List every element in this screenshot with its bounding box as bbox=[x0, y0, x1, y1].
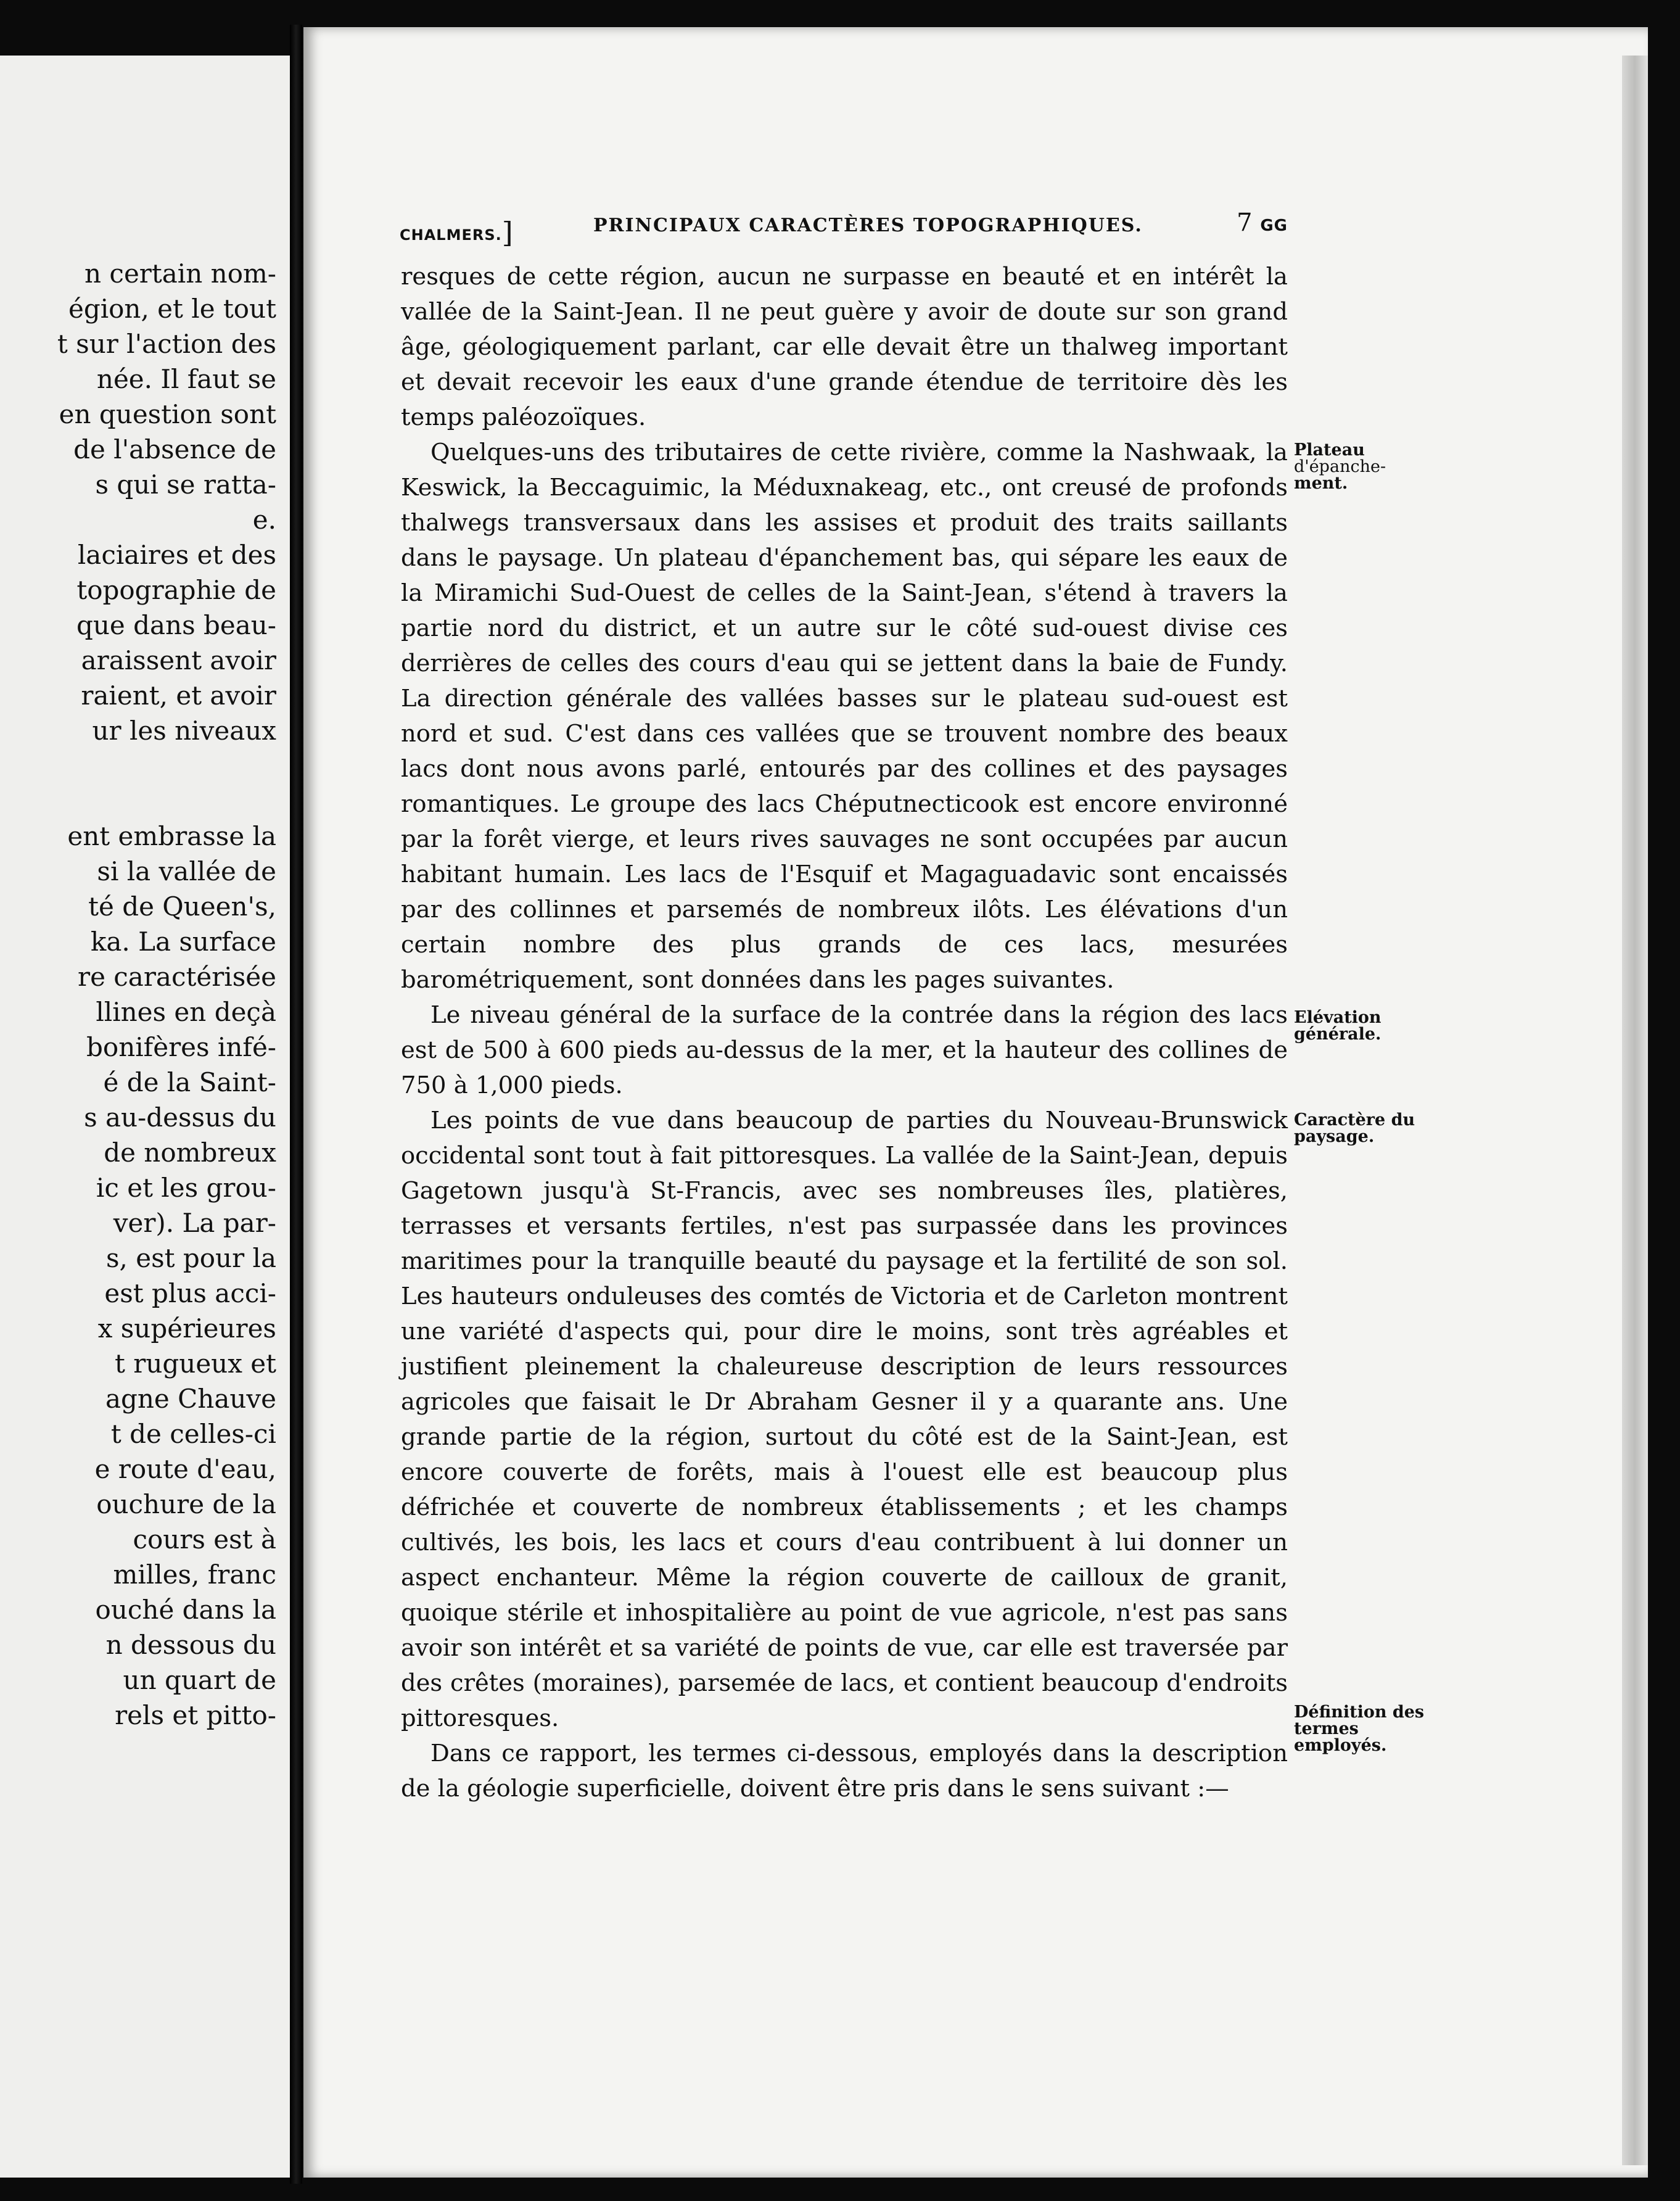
facing-page-line: que dans beau- bbox=[76, 610, 276, 640]
facing-page-line: milles, franc bbox=[113, 1559, 276, 1590]
facing-page-line: laciaires et des bbox=[77, 540, 276, 570]
facing-page-line: x supérieures bbox=[97, 1313, 276, 1344]
facing-page-line: s qui se ratta- bbox=[95, 469, 276, 500]
facing-page-line: bonifères infé- bbox=[86, 1032, 276, 1062]
facing-page-line: re caractérisée bbox=[78, 962, 276, 992]
side-note-elevation: Elévation générale. bbox=[1294, 1008, 1381, 1044]
page-number: 7 GG bbox=[1237, 209, 1288, 237]
running-head-author: CHALMERS.] bbox=[400, 216, 514, 249]
book-gutter bbox=[290, 25, 302, 2184]
facing-page-line: rels et pitto- bbox=[115, 1700, 276, 1730]
facing-page-line: agne Chauve bbox=[105, 1384, 276, 1414]
facing-page bbox=[0, 56, 290, 2178]
facing-page-line: t rugueux et bbox=[115, 1348, 276, 1379]
facing-page-line: ic et les grou- bbox=[96, 1173, 276, 1203]
facing-page-line: si la vallée de bbox=[97, 856, 276, 886]
facing-page-line: ur les niveaux bbox=[92, 716, 276, 746]
running-head bbox=[400, 209, 1288, 249]
facing-page-line: e route d'eau, bbox=[94, 1454, 276, 1484]
facing-page-line: raient, et avoir bbox=[81, 680, 276, 711]
side-note-paysage: Caractère du paysage. bbox=[1294, 1110, 1415, 1146]
facing-page-line: ver). La par- bbox=[113, 1208, 276, 1238]
page-edge bbox=[1622, 56, 1648, 2165]
facing-page-line: est plus acci- bbox=[104, 1278, 276, 1308]
facing-page-line: ouché dans la bbox=[95, 1595, 276, 1625]
facing-page-line: e. bbox=[252, 505, 276, 535]
body-text bbox=[401, 259, 1288, 1806]
side-note-definition: Définition des termes employés. bbox=[1294, 1703, 1425, 1755]
facing-page-line: de l'absence de bbox=[73, 434, 276, 465]
facing-page-line: n dessous du bbox=[105, 1630, 276, 1660]
facing-page-line: n certain nom- bbox=[84, 258, 276, 289]
facing-page-line: née. Il faut se bbox=[96, 364, 276, 394]
facing-page-line: t sur l'action des bbox=[57, 329, 276, 359]
facing-page-line: é de la Saint- bbox=[103, 1067, 276, 1097]
facing-page-line: ouchure de la bbox=[96, 1489, 276, 1519]
side-note-plateau: Plateau d'épanche- ment. bbox=[1294, 440, 1386, 493]
facing-page-line: té de Queen's, bbox=[88, 891, 276, 922]
facing-page-line: t de celles-ci bbox=[110, 1419, 276, 1449]
facing-page-line: s, est pour la bbox=[105, 1243, 276, 1273]
paragraph-2: Quelques-uns des tributaires de cette rivière, comme la Nashwaak, la Keswick, la Beccaguimic, la Méduxnakeag, etc., ont creusé de profonds thalwegs transversaux dans les assises et produit des traits saillants dans le paysage. Un plateau d'épanchement bas, qui sépare les eaux de la Miramichi Sud-Ouest de celles de la Saint-Jean, s'étend à travers la partie nord du district, et un autre sur le côté sud-ouest divise ces derrières de celles des cours d'eau qui se jettent dans la baie de Fundy. La direction générale des vallées basses sur le plateau sud-ouest est nord et sud. C'est dans ces vallées que se trouvent nombre des beaux lacs dont nous avons parlé, entourés par des collines et des paysages romantiques. Le groupe des lacs Chéputnecticook est encore environné par la forêt vierge, et leurs rives sauvages ne sont occupées par aucun habitant humain. Les lacs de l'Esquif et Magaguadavic sont encaissés par des collinnes et parsemés de nombreux ilôts. Les élévations d'un certain nombre des plus grands de ces lacs, mesurées barométriquement, sont données dans les pages suivantes. bbox=[401, 439, 1288, 994]
paragraph-5: Dans ce rapport, les termes ci-dessous, employés dans la description de la géologie superficielle, doivent être pris dans le sens suivant :— bbox=[401, 1740, 1288, 1803]
facing-page-line: en question sont bbox=[59, 399, 276, 429]
facing-page-line: un quart de bbox=[123, 1665, 276, 1695]
facing-page-line: llines en deçà bbox=[96, 997, 276, 1027]
facing-page-line: topographie de bbox=[76, 575, 276, 605]
running-head-title: PRINCIPAUX CARACTÈRES TOPOGRAPHIQUES. bbox=[593, 215, 1143, 236]
paragraph-1: resques de cette région, aucun ne surpasse en beauté et en intérêt la vallée de la Saint-Jean. Il ne peut guère y avoir de doute sur son grand âge, géologiquement parlant, car elle devait être un thalweg important et devait recevoir les eaux d'une grande étendue de territoire dès les temps paléozoïques. bbox=[401, 263, 1288, 431]
facing-page-line: de nombreux bbox=[104, 1138, 276, 1168]
facing-page-line: araissent avoir bbox=[81, 645, 276, 675]
facing-page-line: s au-dessus du bbox=[84, 1102, 276, 1133]
paragraph-4: Les points de vue dans beaucoup de parties du Nouveau-Brunswick occidental sont tout à fait pittoresques. La vallée de la Saint-Jean, depuis Gagetown jusqu'à St-Francis, avec ses nombreuses îles, platières, terrasses et versants fertiles, n'est pas surpassée dans les provinces maritimes pour la tranquille beauté du paysage et la fertilité de son sol. Les hauteurs onduleuses des comtés de Victoria et de Carleton montrent une variété d'aspects qui, pour dire le moins, sont très agréables et justifient pleinement la chaleureuse description de leurs ressources agricoles que faisait le Dr Abraham Gesner il y a quarante ans. Une grande partie de la région, surtout du côté est de la Saint-Jean, est encore couverte de forêts, mais à l'ouest elle est beaucoup plus défrichée et couverte de nombreux établissements ; et les champs cultivés, les bois, les lacs et cours d'eau contribuent à lui donner un aspect enchanteur. Même la région couverte de cailloux de granit, quoique stérile et inhospitalière au point de vue agricole, n'est pas sans avoir son intérêt et sa variété de points de vue, car elle est traversée par des crêtes (moraines), parsemée de lacs, et contient beaucoup d'endroits pittoresques. bbox=[401, 1107, 1288, 1732]
facing-page-line: ent embrasse la bbox=[67, 821, 276, 851]
paragraph-3: Le niveau général de la surface de la contrée dans la région des lacs est de 500 à 600 pieds au-dessus de la mer, et la hauteur des collines de 750 à 1,000 pieds. bbox=[401, 1001, 1288, 1099]
facing-page-line: ka. La surface bbox=[90, 927, 276, 957]
facing-page-line: égion, et le tout bbox=[68, 294, 276, 324]
facing-page-line: cours est à bbox=[133, 1524, 276, 1555]
